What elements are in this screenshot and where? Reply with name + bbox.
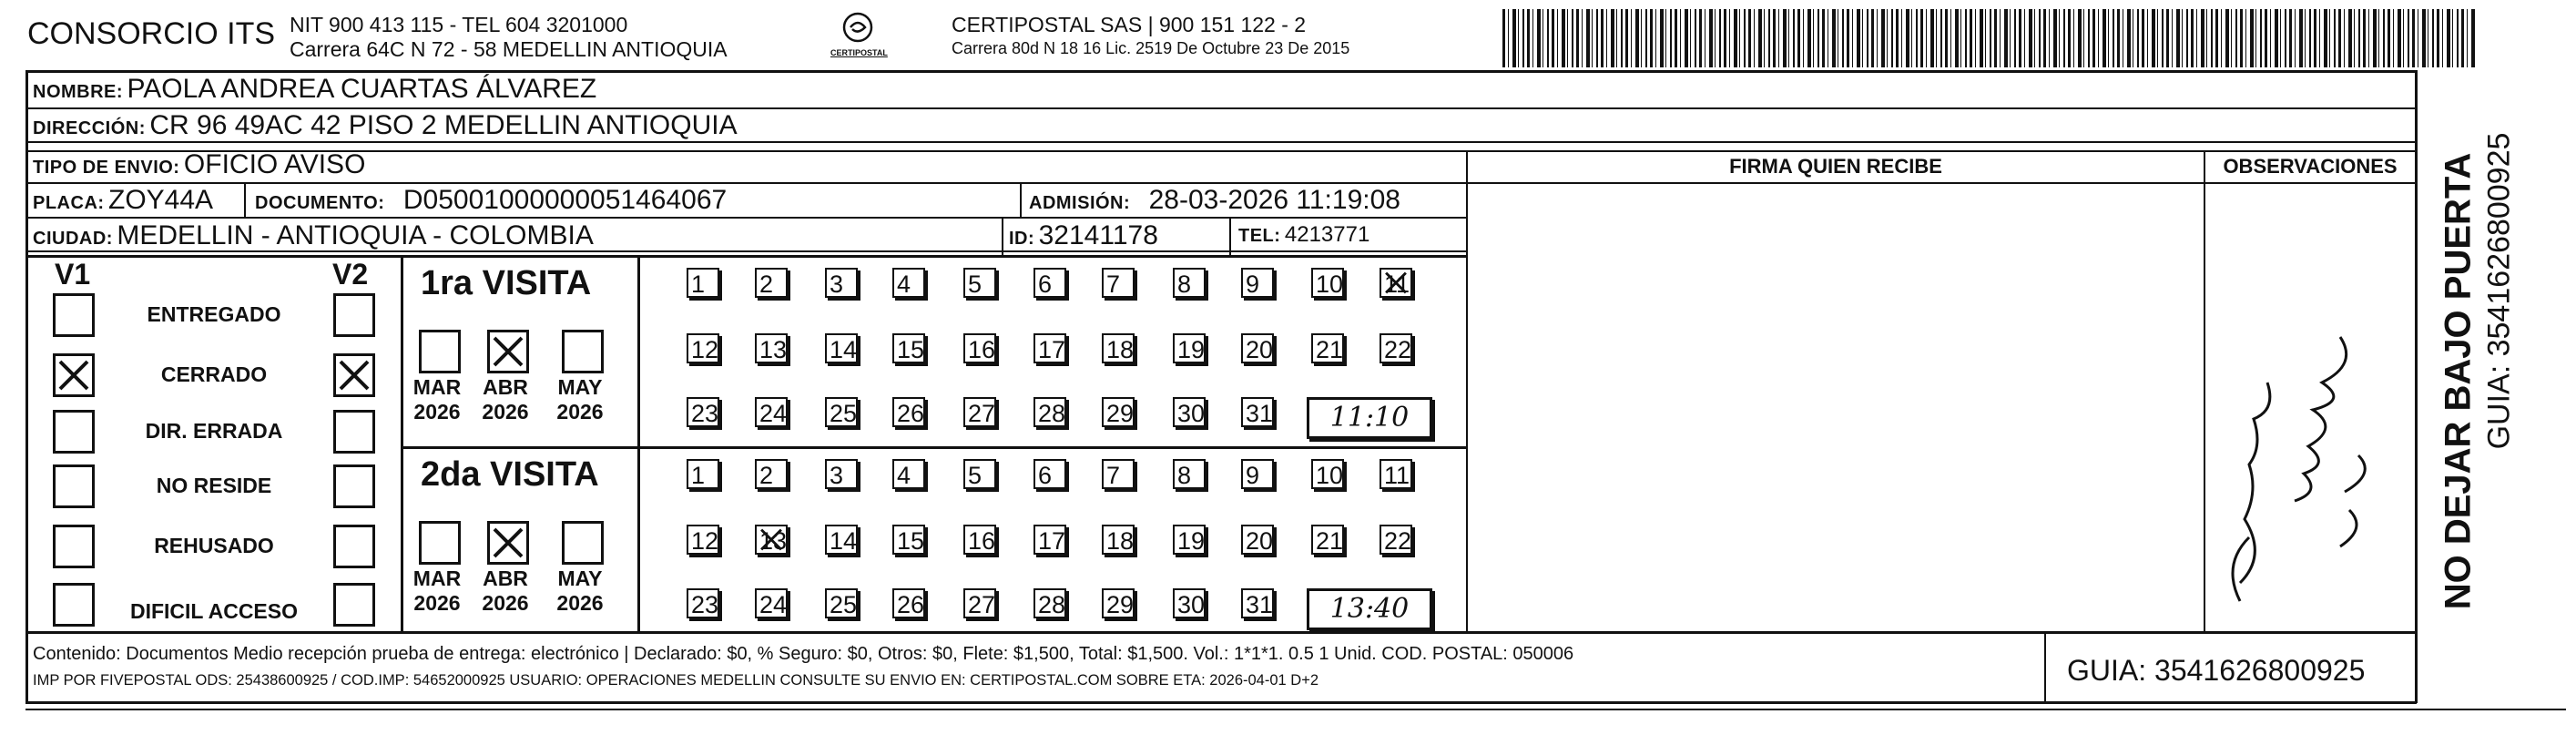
admision-label: ADMISIÓN:: [1029, 193, 1131, 213]
direccion-row: [33, 110, 738, 141]
direccion-value: CR 96 49AC 42 PISO 2 MEDELLIN ANTIOQUIA: [149, 110, 738, 140]
documento-label: DOCUMENTO:: [255, 193, 385, 213]
status-label: REHUSADO: [154, 534, 274, 557]
status-label: NO RESIDE: [156, 474, 272, 497]
day-box-25[interactable]: 25: [825, 588, 858, 618]
v2-checkbox-3[interactable]: [333, 464, 375, 508]
day-box-11[interactable]: 11: [1380, 459, 1412, 489]
v1-checkbox-1[interactable]: [53, 353, 95, 397]
placa-value: ZOY44A: [108, 185, 214, 215]
month-year: 2026: [413, 591, 461, 615]
nombre-label: NOMBRE:: [33, 82, 124, 102]
day-box-16[interactable]: 16: [963, 333, 996, 363]
day-box-18[interactable]: 18: [1102, 333, 1135, 363]
day-box-26[interactable]: 26: [892, 397, 925, 427]
visit-title: 1ra VISITA: [421, 264, 592, 302]
day-box-19[interactable]: 19: [1173, 525, 1206, 555]
footer-guia: GUIA: 3541626800925: [2067, 654, 2366, 687]
day-box-24[interactable]: 24: [755, 397, 788, 427]
day-box-30[interactable]: 30: [1173, 397, 1206, 427]
ciudad-label: CIUDAD:: [33, 229, 113, 249]
v1-checkbox-3[interactable]: [53, 464, 95, 508]
check-x-mark: [336, 356, 372, 394]
month-checkbox-2[interactable]: [562, 521, 604, 565]
day-box-7[interactable]: 7: [1102, 268, 1135, 298]
month-checkbox-1[interactable]: [487, 330, 529, 373]
documento-value: D05001000000051464067: [402, 185, 728, 215]
direccion-label: DIRECCIÓN:: [33, 118, 146, 138]
barcode: [1502, 9, 2477, 67]
day-box-8[interactable]: 8: [1173, 268, 1206, 298]
day-box-12[interactable]: 12: [687, 333, 719, 363]
month-year: 2026: [556, 591, 604, 615]
day-box-15[interactable]: 15: [892, 333, 925, 363]
day-box-13[interactable]: 13: [755, 525, 788, 555]
v1-checkbox-5[interactable]: [53, 583, 95, 627]
tipo-envio-label: TIPO DE ENVIO:: [33, 158, 180, 178]
day-box-14[interactable]: 14: [825, 525, 858, 555]
day-box-31[interactable]: 31: [1241, 397, 1274, 427]
placa-row: [33, 185, 213, 216]
time-written-box: 11:10: [1307, 397, 1432, 439]
day-box-20[interactable]: 20: [1241, 333, 1274, 363]
day-box-31[interactable]: 31: [1241, 588, 1274, 618]
day-box-16[interactable]: 16: [963, 525, 996, 555]
day-box-27[interactable]: 27: [963, 588, 996, 618]
day-box-1[interactable]: 1: [687, 268, 719, 298]
tel-value: 4213771: [1284, 222, 1370, 247]
day-box-2[interactable]: 2: [755, 268, 788, 298]
footer-contenido: Contenido: Documentos Medio recepción prueba de entrega: electrónico | Declarado: $0, % Seguro: $0, Otros: $0, Flete: $1,500, Total: $1,500. Vol.: 1*1*1. 0.5 1 Unid. COD. POSTAL: 050006: [33, 644, 1574, 664]
day-box-3[interactable]: 3: [825, 459, 858, 489]
month-checkbox-2[interactable]: [562, 330, 604, 373]
v2-header: V2: [332, 258, 369, 291]
admision-value: 28-03-2026 11:19:08: [1148, 185, 1400, 215]
month-label: [553, 375, 607, 424]
day-box-7[interactable]: 7: [1102, 459, 1135, 489]
month-year: 2026: [413, 400, 461, 424]
day-box-1[interactable]: 1: [687, 459, 719, 489]
ciudad-value: MEDELLIN - ANTIOQUIA - COLOMBIA: [117, 220, 594, 250]
day-box-3[interactable]: 3: [825, 268, 858, 298]
day-box-20[interactable]: 20: [1241, 525, 1274, 555]
day-box-30[interactable]: 30: [1173, 588, 1206, 618]
v2-checkbox-1[interactable]: [333, 353, 375, 397]
day-box-18[interactable]: 18: [1102, 525, 1135, 555]
month-name: ABR: [483, 566, 528, 590]
v2-checkbox-4[interactable]: [333, 525, 375, 568]
admision-row: [1029, 185, 1400, 216]
v1-checkbox-0[interactable]: [53, 293, 95, 337]
day-box-26[interactable]: 26: [892, 588, 925, 618]
certipostal-logo-icon: [838, 11, 878, 44]
check-x-mark: [56, 356, 92, 394]
month-name: MAY: [557, 375, 603, 399]
firma-header: FIRMA QUIEN RECIBE: [1729, 155, 1942, 178]
observaciones-header: OBSERVACIONES: [2223, 155, 2398, 178]
day-box-27[interactable]: 27: [963, 397, 996, 427]
carrier-name: CERTIPOSTAL SAS | 900 151 122 - 2: [952, 13, 1307, 36]
status-label: ENTREGADO: [147, 302, 281, 326]
time-written-box: 13:40: [1307, 588, 1432, 630]
tipo-envio-row: [33, 149, 365, 180]
tipo-envio-value: OFICIO AVISO: [183, 149, 366, 179]
check-x-mark: [757, 526, 786, 553]
check-x-mark: [490, 332, 526, 371]
month-label: [410, 566, 464, 616]
v2-checkbox-5[interactable]: [333, 583, 375, 627]
month-checkbox-1[interactable]: [487, 521, 529, 565]
observaciones-handwriting: [2213, 310, 2395, 619]
company-nit: NIT 900 413 115 - TEL 604 3201000: [290, 13, 628, 36]
day-box-17[interactable]: 17: [1033, 525, 1066, 555]
day-box-4[interactable]: 4: [892, 459, 925, 489]
day-box-8[interactable]: 8: [1173, 459, 1206, 489]
logo-caption: CERTIPOSTAL: [830, 48, 888, 57]
day-box-22[interactable]: 22: [1380, 525, 1412, 555]
status-label: CERRADO: [160, 362, 268, 386]
day-box-28[interactable]: 28: [1033, 588, 1066, 618]
day-box-13[interactable]: 13: [755, 333, 788, 363]
day-box-29[interactable]: 29: [1102, 397, 1135, 427]
day-box-2[interactable]: 2: [755, 459, 788, 489]
check-x-mark: [490, 524, 526, 562]
v2-checkbox-0[interactable]: [333, 293, 375, 337]
day-box-21[interactable]: 21: [1311, 333, 1344, 363]
footer-imp: IMP POR FIVEPOSTAL ODS: 25438600925 / COD.IMP: 54652000925 USUARIO: OPERACIONES MEDELLIN CONSULTE SU ENVIO EN: CERTIPOSTAL.COM SOBRE ETA: 2026-04-01 D+2: [33, 672, 1319, 689]
day-box-4[interactable]: 4: [892, 268, 925, 298]
day-box-24[interactable]: 24: [755, 588, 788, 618]
day-box-23[interactable]: 23: [687, 397, 719, 427]
day-box-12[interactable]: 12: [687, 525, 719, 555]
day-box-28[interactable]: 28: [1033, 397, 1066, 427]
day-box-9[interactable]: 9: [1241, 268, 1274, 298]
day-box-5[interactable]: 5: [963, 268, 996, 298]
status-label: DIFICIL ACCESO: [129, 599, 298, 623]
day-box-5[interactable]: 5: [963, 459, 996, 489]
id-value: 32141178: [1038, 220, 1158, 250]
tel-row: [1238, 222, 1369, 248]
placa-label: PLACA:: [33, 193, 105, 213]
visit-title: 2da VISITA: [421, 455, 599, 494]
company-address: Carrera 64C N 72 - 58 MEDELLIN ANTIOQUIA: [290, 37, 728, 61]
month-name: MAR: [412, 375, 462, 399]
day-box-10[interactable]: 10: [1311, 459, 1344, 489]
v1-checkbox-2[interactable]: [53, 410, 95, 454]
month-name: MAR: [412, 566, 462, 590]
month-label: [478, 375, 533, 424]
id-label: ID:: [1009, 229, 1035, 249]
day-box-14[interactable]: 14: [825, 333, 858, 363]
nombre-value: PAOLA ANDREA CUARTAS ÁLVAREZ: [127, 74, 597, 104]
day-box-29[interactable]: 29: [1102, 588, 1135, 618]
day-box-9[interactable]: 9: [1241, 459, 1274, 489]
month-label: [478, 566, 533, 616]
month-name: ABR: [483, 375, 528, 399]
carrier-address: Carrera 80d N 18 16 Lic. 2519 De Octubre 23 De 2015: [952, 39, 1350, 57]
month-checkbox-0[interactable]: [419, 521, 461, 565]
day-box-6[interactable]: 6: [1033, 268, 1066, 298]
day-box-23[interactable]: 23: [687, 588, 719, 618]
day-box-22[interactable]: 22: [1380, 333, 1412, 363]
status-label: DIR. ERRADA: [145, 419, 283, 443]
month-label: [553, 566, 607, 616]
documento-row: [255, 185, 727, 216]
id-row: [1009, 220, 1158, 251]
day-box-17[interactable]: 17: [1033, 333, 1066, 363]
day-box-21[interactable]: 21: [1311, 525, 1344, 555]
day-box-11[interactable]: 11: [1380, 268, 1412, 298]
month-label: [410, 375, 464, 424]
v1-header: V1: [55, 258, 91, 291]
day-box-10[interactable]: 10: [1311, 268, 1344, 298]
tel-label: TEL:: [1238, 226, 1281, 246]
day-box-19[interactable]: 19: [1173, 333, 1206, 363]
day-box-6[interactable]: 6: [1033, 459, 1066, 489]
month-year: 2026: [556, 400, 604, 424]
check-x-mark: [1381, 270, 1410, 296]
month-name: MAY: [557, 566, 603, 590]
month-year: 2026: [482, 591, 529, 615]
day-box-25[interactable]: 25: [825, 397, 858, 427]
v1-checkbox-4[interactable]: [53, 525, 95, 568]
ciudad-row: [33, 220, 594, 251]
certipostal-logo: [830, 11, 888, 62]
month-checkbox-0[interactable]: [419, 330, 461, 373]
day-box-15[interactable]: 15: [892, 525, 925, 555]
nombre-row: [33, 74, 596, 105]
company-name: CONSORCIO ITS: [27, 16, 276, 51]
v2-checkbox-2[interactable]: [333, 410, 375, 454]
month-year: 2026: [482, 400, 529, 424]
